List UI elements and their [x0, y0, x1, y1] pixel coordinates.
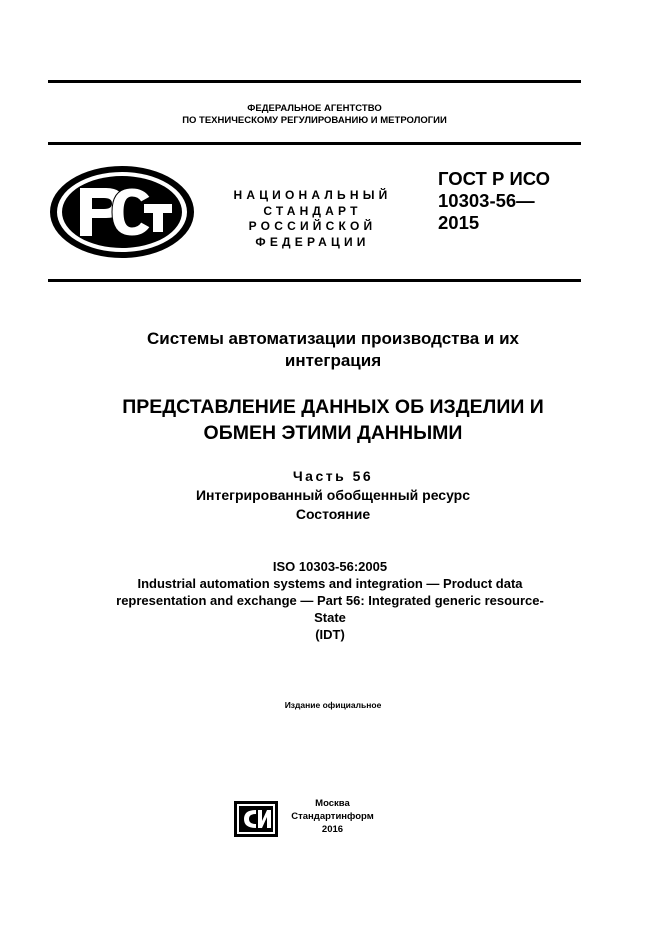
main-title-line-2: ОБМЕН ЭТИМИ ДАННЫМИ: [203, 422, 463, 444]
standartinform-logo-icon: [234, 801, 278, 837]
gost-r-emblem-icon: [48, 164, 196, 260]
general-title-line-1: Системы автоматизации производства и их: [147, 329, 519, 348]
iso-line-4: State: [314, 610, 346, 625]
standard-designation: [438, 168, 588, 234]
national-standard-label: [205, 188, 420, 250]
publisher-year: 2016: [321, 824, 344, 835]
publisher-city: Москва: [315, 798, 350, 809]
iso-line-5: (IDT): [315, 627, 345, 642]
general-title-line-2: интеграция: [284, 351, 382, 370]
agency-name: [48, 103, 581, 127]
publisher-name: Стандартинформ: [291, 811, 374, 822]
main-title: [48, 394, 618, 446]
designation-line-2: 10303-56—: [438, 190, 535, 211]
agency-line-2: ПО ТЕХНИЧЕСКОМУ РЕГУЛИРОВАНИЮ И МЕТРОЛОГИИ: [182, 115, 447, 126]
iso-line-3: representation and exchange — Part 56: Integrated generic resource-: [116, 593, 544, 608]
national-standard-line-2: СТАНДАРТ: [263, 203, 362, 218]
iso-reference: [30, 558, 630, 643]
iso-line-1: ISO 10303-56:2005: [272, 559, 388, 574]
header-bottom-rule: [48, 279, 581, 282]
national-standard-line-3: РОССИЙСКОЙ: [248, 219, 377, 233]
part-title-line-2: Состояние: [295, 506, 371, 522]
national-standard-line-4: ФЕДЕРАЦИИ: [255, 234, 370, 249]
part-title-line-1: Интегрированный обобщенный ресурс: [195, 487, 471, 503]
header-rule: [48, 142, 581, 145]
national-standard-line-1: НАЦИОНАЛЬНЫЙ: [233, 188, 392, 202]
top-rule: [48, 80, 581, 83]
designation-line-1: ГОСТ Р ИСО: [438, 168, 551, 189]
part-title: [48, 486, 618, 524]
iso-line-2: Industrial automation systems and integration — Product data: [137, 576, 523, 591]
publisher-info: [285, 797, 380, 836]
designation-line-3: 2015: [438, 212, 480, 233]
agency-line-1: ФЕДЕРАЛЬНОЕ АГЕНТСТВО: [247, 103, 382, 114]
general-title: [48, 328, 618, 372]
part-number: Часть 56: [292, 468, 374, 484]
main-title-line-1: ПРЕДСТАВЛЕНИЕ ДАННЫХ ОБ ИЗДЕЛИИ И: [122, 396, 544, 418]
edition-label: Издание официальное: [284, 700, 382, 710]
